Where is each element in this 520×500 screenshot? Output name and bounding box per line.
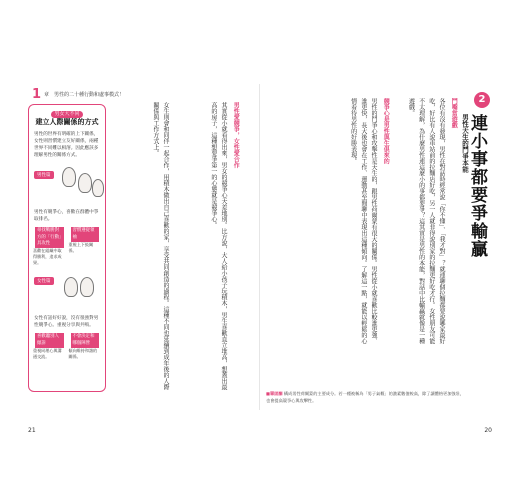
footnote-label: ■睪固酮 bbox=[266, 391, 283, 397]
male-illustration bbox=[34, 163, 100, 205]
footnote bbox=[266, 391, 466, 404]
woman-figure-icon bbox=[80, 277, 94, 297]
man-figure-icon bbox=[62, 167, 76, 187]
chapter-number: 1 bbox=[32, 87, 42, 102]
man-figure-icon bbox=[92, 179, 104, 197]
footnote-text: 構成男性荷爾蒙的主要成分。若一種被稱為「男子氣概」的激素數值較高，除了讓體格更加強壯，也會提高競爭心與攻擊性。 bbox=[266, 391, 464, 403]
woman-figure-icon bbox=[64, 277, 78, 297]
left-page bbox=[24, 84, 258, 434]
male-point-left bbox=[33, 227, 66, 266]
box-heading: 建立人際關係的方式 bbox=[35, 117, 99, 126]
section-number-badge: 2 bbox=[474, 92, 490, 108]
right-heading-2: 競爭心是男性與生俱來的 bbox=[382, 98, 390, 164]
male-point-right bbox=[69, 227, 102, 266]
female-note: 女性有話好好說，沒有很強對男性競爭心。重視分享與共鳴。 bbox=[34, 316, 99, 329]
man-figure-icon bbox=[78, 173, 92, 193]
right-body-text-2: 男性的鬥爭心和攻擊性是天生的，跟男性荷爾蒙有很大的關係。男性從小就喜歡比較誰更強、誰更快，長大後也會在工作、運動甚至閒聊中表現出這種傾向。了解這一點，就能以輕鬆的心情看待男性的好勝表現。 bbox=[349, 98, 377, 344]
male-tag: 男性篇 bbox=[34, 171, 54, 179]
page-number-right: 20 bbox=[484, 427, 492, 434]
female-right-title: 不會決定和哪個陣營 bbox=[71, 333, 100, 348]
page-number-left: 21 bbox=[28, 427, 36, 434]
chapter-title: 章 男性的二十種行動和處事模式！ bbox=[44, 92, 125, 98]
left-section-heading: 男性愛競爭，女性愛合作 bbox=[232, 102, 240, 168]
right-page bbox=[262, 84, 496, 434]
female-point-left bbox=[33, 333, 66, 360]
female-right-text: 傾向維持和諧的關係。 bbox=[68, 348, 98, 360]
section-title: 連小事都要爭輸贏 bbox=[467, 114, 487, 258]
female-point-right bbox=[69, 333, 102, 360]
left-body-text-1: 其實從小就看得出來，男女的競爭心天差地別。比方說，大人給小孩子玩積木，男生喜歡直立堆高，想蓋出最高的房子，這種想要爭第一的心態就是競爭心。 bbox=[209, 102, 227, 390]
book-spread bbox=[24, 84, 496, 434]
female-tag: 女性篇 bbox=[34, 277, 54, 285]
left-body-text-2: 女生則會和同伴一起合作，用積木做出自己喜歡的家，享受共同創造的過程。這種不同也延續到成年後的人際關係與工作方式上。 bbox=[151, 102, 169, 390]
female-left-title: 喜歡聽別人傾訴 bbox=[35, 333, 64, 348]
male-left-title: 尋找戰勝對方的「行動」具攻性 bbox=[35, 227, 64, 248]
right-heading-1: 鬥嘴當遊戲 bbox=[450, 98, 458, 128]
box-intro: 男性的世界有明確的上下關係，女性則習慣建立友好關係，兩種世界不同難以相溶。因此應該多理解男性的關係方式。 bbox=[34, 131, 99, 158]
male-right-text: 重視上下級關係。 bbox=[68, 242, 94, 253]
male-note: 男性有競爭心，喜歡在群體中爭取排名。 bbox=[34, 210, 99, 223]
box-title bbox=[33, 111, 101, 127]
section-subtitle: 男性天生的鬥爭本能 bbox=[461, 114, 469, 173]
chapter-header bbox=[32, 88, 124, 101]
female-illustration bbox=[34, 269, 100, 311]
comparison-box bbox=[28, 104, 106, 392]
male-points bbox=[33, 227, 101, 266]
female-points bbox=[33, 333, 101, 360]
gutter bbox=[259, 84, 260, 410]
female-left-text: 重視同理心與溝通交流。 bbox=[33, 348, 62, 360]
male-left-text: 喜歡在組織中取得勝利，追求成果。 bbox=[33, 248, 62, 266]
right-body-text-1: 各位有沒有發現，男性在對話時經常說「你不懂」、「我才對」？就連聊個拉麵都要說哪家最好吃，好比有人說車站前的拉麵店好吃，另一人就非得說別家的拉麵更好吃才行。女性朋友可能不太理解，為什麼男性連這麼小的事都要爭？這其實是男性的本能，對話中比輸贏就像是一種遊戲。 bbox=[407, 98, 445, 344]
male-right-title: 習慣遵從領袖 bbox=[71, 227, 100, 242]
box-pill: 男女大不同 bbox=[51, 111, 82, 118]
